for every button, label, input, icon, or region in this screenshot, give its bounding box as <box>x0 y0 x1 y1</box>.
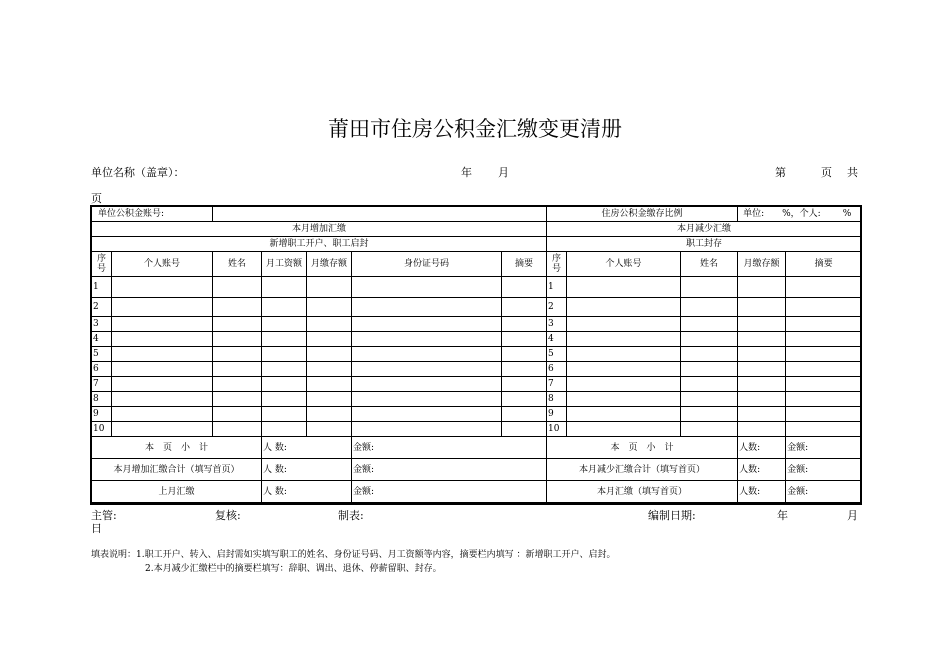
row-cell[interactable] <box>681 362 738 377</box>
col-id-left: 身份证号码 <box>352 252 502 277</box>
col-summary-left: 摘要 <box>502 252 547 277</box>
row-cell[interactable] <box>567 298 681 317</box>
row-cell[interactable] <box>738 422 786 437</box>
table-row <box>92 422 862 437</box>
unit-name-label: 单位名称（盖章）： <box>91 166 185 179</box>
change-register-table <box>91 206 862 503</box>
row-cell[interactable] <box>352 317 502 332</box>
row-cell[interactable] <box>681 422 738 437</box>
row-seq-right: 8 <box>547 392 567 407</box>
row-cell[interactable] <box>307 332 352 347</box>
table-row <box>92 298 862 317</box>
table-row <box>92 347 862 362</box>
row-cell[interactable] <box>352 298 502 317</box>
header-page-unit: 页 <box>821 166 832 179</box>
row-seq-left: 4 <box>92 332 112 347</box>
row-cell[interactable] <box>262 422 307 437</box>
row-cell[interactable] <box>262 298 307 317</box>
row-seq-left: 2 <box>92 298 112 317</box>
ratio-unit-label: 单位: <box>743 209 765 219</box>
col-deposit-right: 月缴存额 <box>738 252 786 277</box>
increase-total-people[interactable]: 人 数: <box>262 459 352 481</box>
row-cell[interactable] <box>567 277 681 298</box>
row-cell[interactable] <box>502 332 547 347</box>
account-label: 单位公积金账号: <box>92 207 213 222</box>
row-cell[interactable] <box>502 298 547 317</box>
row-cell[interactable] <box>786 407 862 422</box>
row-cell[interactable] <box>307 298 352 317</box>
row-cell[interactable] <box>213 407 262 422</box>
row-cell[interactable] <box>262 332 307 347</box>
row-cell[interactable] <box>213 277 262 298</box>
row-cell[interactable] <box>262 317 307 332</box>
header-month: 月 <box>498 166 509 179</box>
row-cell[interactable] <box>213 298 262 317</box>
row-seq-right: 3 <box>547 317 567 332</box>
row-cell[interactable] <box>738 407 786 422</box>
row-cell[interactable] <box>681 392 738 407</box>
ratio-pct1: %，个人: <box>782 209 821 219</box>
table-row <box>92 277 862 298</box>
row-cell[interactable] <box>502 377 547 392</box>
col-summary-right: 摘要 <box>786 252 862 277</box>
header-total-unit: 页 <box>91 192 102 205</box>
row-cell[interactable] <box>262 277 307 298</box>
row-cell[interactable] <box>213 332 262 347</box>
row-cell[interactable] <box>738 277 786 298</box>
row-cell[interactable] <box>307 392 352 407</box>
row-cell[interactable] <box>567 407 681 422</box>
col-deposit-left: 月缴存额 <box>307 252 352 277</box>
increase-subtitle: 新增职工开户、职工启封 <box>92 237 547 252</box>
header-year: 年 <box>461 166 472 179</box>
row-seq-right: 6 <box>547 362 567 377</box>
col-seq-left: 序号 <box>92 252 112 277</box>
row-cell[interactable] <box>112 332 213 347</box>
row-cell[interactable] <box>786 392 862 407</box>
row-cell[interactable] <box>112 277 213 298</box>
subtotal-amount-left[interactable]: 金额: <box>352 437 547 459</box>
col-name-right: 姓名 <box>681 252 738 277</box>
decrease-title: 本月减少汇缴 <box>547 222 862 237</box>
decrease-subtitle: 职工封存 <box>547 237 862 252</box>
row-seq-right: 7 <box>547 377 567 392</box>
last-month-label: 上月汇缴 <box>92 481 262 503</box>
row-seq-right: 9 <box>547 407 567 422</box>
row-cell[interactable] <box>502 362 547 377</box>
row-seq-left: 5 <box>92 347 112 362</box>
table-row <box>92 392 862 407</box>
row-cell[interactable] <box>567 377 681 392</box>
row-cell[interactable] <box>213 377 262 392</box>
row-cell[interactable] <box>352 332 502 347</box>
row-cell[interactable] <box>352 392 502 407</box>
row-cell[interactable] <box>307 422 352 437</box>
row-cell[interactable] <box>352 422 502 437</box>
row-cell[interactable] <box>567 347 681 362</box>
row-seq-right: 4 <box>547 332 567 347</box>
row-cell[interactable] <box>112 407 213 422</box>
col-account-left: 个人账号 <box>112 252 213 277</box>
row-cell[interactable] <box>681 377 738 392</box>
row-cell[interactable] <box>502 347 547 362</box>
col-seq-right: 序号 <box>547 252 567 277</box>
row-cell[interactable] <box>786 298 862 317</box>
row-cell[interactable] <box>681 407 738 422</box>
row-cell[interactable] <box>213 317 262 332</box>
decrease-total-people[interactable]: 人数: <box>738 459 786 481</box>
header-page-no: 第 <box>775 166 786 179</box>
page-title: 莆田市住房公积金汇缴变更清册 <box>328 117 622 141</box>
footer-month: 月 <box>847 509 858 522</box>
row-cell[interactable] <box>738 317 786 332</box>
table-row <box>92 362 862 377</box>
row-cell[interactable] <box>213 362 262 377</box>
ratio-pct2: % <box>842 209 852 219</box>
footer-date-label: 编制日期: <box>648 509 696 522</box>
row-cell[interactable] <box>352 347 502 362</box>
row-cell[interactable] <box>567 332 681 347</box>
subtotal-people-right[interactable]: 人数: <box>738 437 786 459</box>
row-cell[interactable] <box>502 277 547 298</box>
col-name-left: 姓名 <box>213 252 262 277</box>
row-cell[interactable] <box>786 377 862 392</box>
table-row <box>92 407 862 422</box>
row-cell[interactable] <box>307 377 352 392</box>
row-cell[interactable] <box>262 347 307 362</box>
row-cell[interactable] <box>738 362 786 377</box>
row-cell[interactable] <box>738 377 786 392</box>
row-seq-right: 1 <box>547 277 567 298</box>
increase-total-label: 本月增加汇缴合计（填写首页） <box>92 459 262 481</box>
note-line-1: 填表说明：1.职工开户、转入、启封需如实填写职工的姓名、身份证号码、月工资额等内容，摘要栏内填写 ：新增职工开户、启封。 <box>91 550 616 560</box>
row-cell[interactable] <box>307 277 352 298</box>
row-seq-right: 10 <box>547 422 567 437</box>
row-cell[interactable] <box>738 347 786 362</box>
footer-reviewer: 复核: <box>215 509 241 522</box>
row-cell[interactable] <box>502 392 547 407</box>
row-cell[interactable] <box>112 392 213 407</box>
increase-title: 本月增加汇缴 <box>92 222 547 237</box>
footer-supervisor: 主管: <box>91 509 117 522</box>
row-cell[interactable] <box>786 277 862 298</box>
row-cell[interactable] <box>112 298 213 317</box>
row-cell[interactable] <box>502 317 547 332</box>
data-rows <box>92 277 862 437</box>
row-cell[interactable] <box>786 317 862 332</box>
row-cell[interactable] <box>307 317 352 332</box>
row-cell[interactable] <box>681 347 738 362</box>
row-cell[interactable] <box>681 317 738 332</box>
row-cell[interactable] <box>307 362 352 377</box>
row-cell[interactable] <box>352 377 502 392</box>
this-month-people[interactable]: 人数: <box>738 481 786 503</box>
row-cell[interactable] <box>112 317 213 332</box>
row-cell[interactable] <box>352 362 502 377</box>
row-cell[interactable] <box>738 298 786 317</box>
row-cell[interactable] <box>213 422 262 437</box>
subtotal-amount-right[interactable]: 金额: <box>786 437 862 459</box>
row-cell[interactable] <box>786 362 862 377</box>
row-cell[interactable] <box>681 277 738 298</box>
row-cell[interactable] <box>502 407 547 422</box>
col-account-right: 个人账号 <box>567 252 681 277</box>
table-row <box>92 332 862 347</box>
table-row <box>92 317 862 332</box>
row-cell[interactable] <box>112 377 213 392</box>
row-cell[interactable] <box>352 277 502 298</box>
row-cell[interactable] <box>786 422 862 437</box>
ratio-label: 住房公积金缴存比例 <box>547 207 738 222</box>
footer-day: 日 <box>91 522 102 535</box>
row-cell[interactable] <box>786 332 862 347</box>
row-cell[interactable] <box>112 362 213 377</box>
row-cell[interactable] <box>262 362 307 377</box>
row-cell[interactable] <box>567 392 681 407</box>
row-seq-right: 5 <box>547 347 567 362</box>
last-month-people[interactable]: 人 数: <box>262 481 352 503</box>
row-seq-right: 2 <box>547 298 567 317</box>
row-seq-left: 8 <box>92 392 112 407</box>
col-salary-left: 月工资额 <box>262 252 307 277</box>
subtotal-right: 本 页 小 计 <box>547 437 738 459</box>
increase-total-amount[interactable]: 金额: <box>352 459 547 481</box>
row-cell[interactable] <box>262 392 307 407</box>
row-cell[interactable] <box>786 347 862 362</box>
last-month-amount[interactable]: 金额: <box>352 481 547 503</box>
row-seq-left: 9 <box>92 407 112 422</box>
row-cell[interactable] <box>307 407 352 422</box>
row-seq-left: 6 <box>92 362 112 377</box>
ratio-values[interactable] <box>738 207 862 222</box>
row-cell[interactable] <box>567 362 681 377</box>
row-cell[interactable] <box>567 422 681 437</box>
this-month-label: 本月汇缴（填写首页） <box>547 481 738 503</box>
row-cell[interactable] <box>567 317 681 332</box>
row-cell[interactable] <box>738 332 786 347</box>
footer-maker: 制表: <box>338 509 364 522</box>
subtotal-left: 本 页 小 计 <box>92 437 262 459</box>
row-cell[interactable] <box>112 347 213 362</box>
row-cell[interactable] <box>352 407 502 422</box>
row-cell[interactable] <box>213 392 262 407</box>
decrease-total-amount[interactable]: 金额: <box>786 459 862 481</box>
subtotal-people-left[interactable]: 人 数: <box>262 437 352 459</box>
row-cell[interactable] <box>681 298 738 317</box>
row-seq-left: 3 <box>92 317 112 332</box>
table-row <box>92 377 862 392</box>
account-value[interactable] <box>213 207 547 222</box>
row-cell[interactable] <box>502 422 547 437</box>
row-cell[interactable] <box>262 407 307 422</box>
decrease-total-label: 本月减少汇缴合计（填写首页） <box>547 459 738 481</box>
row-cell[interactable] <box>213 347 262 362</box>
row-cell[interactable] <box>262 377 307 392</box>
row-seq-left: 1 <box>92 277 112 298</box>
header-total: 共 <box>847 166 858 179</box>
row-cell[interactable] <box>307 347 352 362</box>
this-month-amount[interactable]: 金额: <box>786 481 862 503</box>
note-line-2: 2.本月减少汇缴栏中的摘要栏填写：辞职、调出、退休、停薪留职、封存。 <box>145 564 442 574</box>
row-cell[interactable] <box>681 332 738 347</box>
row-seq-left: 7 <box>92 377 112 392</box>
row-cell[interactable] <box>112 422 213 437</box>
footer-year: 年 <box>777 509 788 522</box>
row-cell[interactable] <box>738 392 786 407</box>
row-seq-left: 10 <box>92 422 112 437</box>
